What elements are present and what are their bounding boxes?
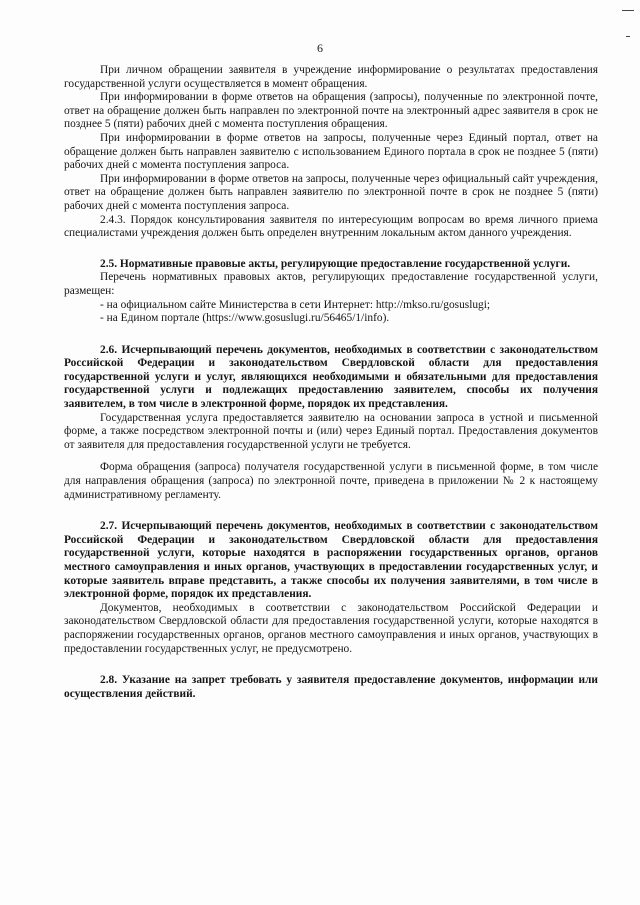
- paragraph-website-response: При информировании в форме ответов на запросы, полученные через официальный сайт учреждения, ответ на обращение должен быть направлен заявителю по электронной почте в срок не позднее 5 (пяти) рабочих дней с момента поступления запроса.: [64, 172, 598, 212]
- paragraph-request-form: Форма обращения (запроса) получателя государственной услуги в письменной форме, в том числе для направления обращения (запроса) по электронной почте, приведена в приложении № 2 к настоящему административному регламенту.: [64, 461, 598, 501]
- paragraph-service-basis: Государственная услуга предоставляется заявителю на основании запроса в устной и письменной форме, а также посредством электронной почты и (или) через Единый портал. Предоставления документов от заявителя для предоставления государственной услуги не требуется.: [64, 411, 598, 451]
- paragraph-no-documents: Документов, необходимых в соответствии с законодательством Российской Федерации и законодательством Свердловской области для предоставления государственной услуги, которые находятся в распоряжении государственных органов, органов местного самоуправления и иных органов, участвующих в предоставлении государственных услуг, не предусмотрено.: [64, 601, 598, 655]
- paragraph-2-4-3: 2.4.3. Порядок консультирования заявителя по интересующим вопросам во время личного приема специалистами учреждения должен быть определен внутренним локальным актом данного учреждения.: [64, 213, 598, 240]
- scan-mark-top-right: [622, 10, 634, 11]
- scan-mark-right: [626, 36, 630, 37]
- section-heading-2-5: 2.5. Нормативные правовые акты, регулирующие предоставление государственной услуги.: [100, 257, 571, 270]
- paragraph-email-response: При информировании в форме ответов на обращения (запросы), полученные по электронной почте, ответ на обращение должен быть направлен по электронной почте на электронный адрес заявителя в срок не позднее 5 (пяти) рабочих дней с момента поступления обращения.: [64, 91, 598, 131]
- list-item-ministry-site: - на официальном сайте Министерства в сети Интернет: http://mkso.ru/gosuslugi;: [100, 298, 491, 311]
- section-heading-2-7: 2.7. Исчерпывающий перечень документов, необходимых в соответствии с законодательством Российской Федерации и законодательством Свердловской области для предоставления государственной услуги, которые находятся в распоряжении государственных органов, органов местного самоуправления и иных органов, участвующих в предоставлении государственных услуг, и которые заявитель вправе представить, а также способы их получения заявителями, в том числе в электронной форме, порядок их представления.: [64, 520, 598, 601]
- paragraph-personal-request: При личном обращении заявителя в учреждение информирование о результатах предоставления государственной услуги осуществляется в момент обращения.: [64, 64, 598, 90]
- paragraph-portal-response: При информировании в форме ответов на запросы, полученные через Единый портал, ответ на обращение должен быть направлен заявителю с использованием Единого портала в срок не позднее 5 (пяти) рабочих дней с момента поступления запроса.: [64, 131, 598, 172]
- paragraph-acts-list-intro: Перечень нормативных правовых актов, регулирующих предоставление государственной услуги, размещен:: [64, 271, 598, 297]
- page-number: 6: [317, 41, 323, 55]
- document-body: [64, 64, 598, 701]
- section-heading-2-6: 2.6. Исчерпывающий перечень документов, необходимых в соответствии с законодательством Российской Федерации и законодательством Свердловской области для предоставления государственной услуги и услуг, являющихся необходимыми и обязательными для предоставления государственной услуги и подлежащих предоставлению заявителем, способы их получения заявителем, в том числе в электронной форме, порядок их представления.: [64, 343, 598, 411]
- list-item-unified-portal: - на Едином портале (https://www.gosuslugi.ru/56465/1/info).: [100, 312, 390, 325]
- section-heading-2-8: 2.8. Указание на запрет требовать у заявителя предоставление документов, информации или осуществления действий.: [64, 674, 598, 700]
